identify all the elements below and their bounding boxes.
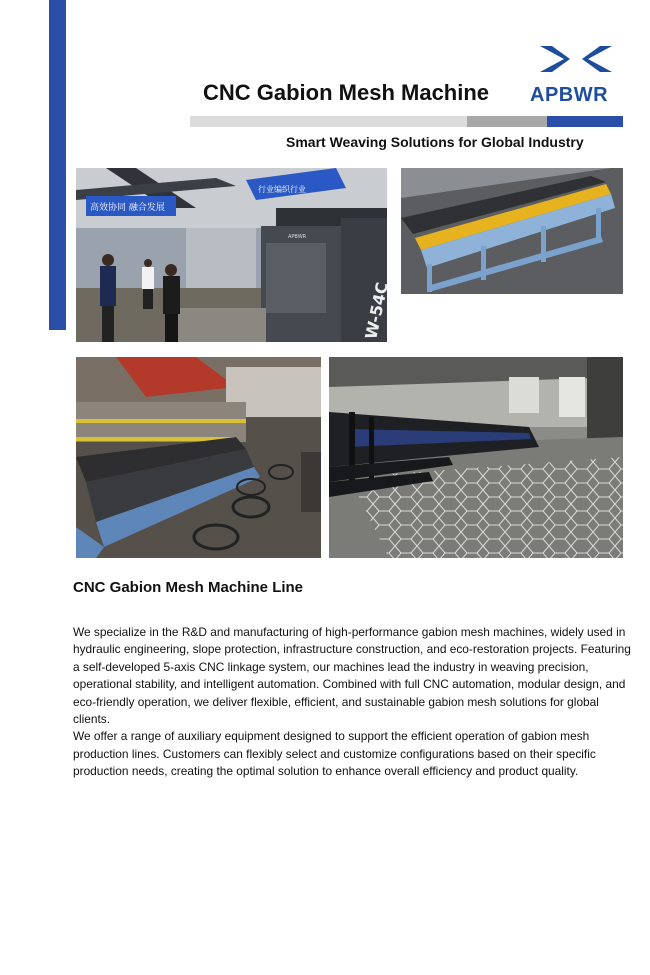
booth-machine-model: W-54C — [361, 280, 392, 341]
page-title: CNC Gabion Mesh Machine — [203, 80, 490, 105]
logo-mark-icon — [538, 44, 614, 74]
booth-banner-left: 高效协同 融合发展 — [90, 203, 165, 213]
section-title: CNC Gabion Mesh Machine Line — [73, 579, 304, 596]
booth-brand-plate: APBWR — [288, 234, 307, 240]
logo-wordmark: APBWR — [530, 84, 609, 106]
body-paragraph-1: We specialize in the R&D and manufacturing of high-performance gabion mesh machines, widely used in hydraulic engineering, slope protection, infrastructure construction, and eco-restoration projects. Featuring a self-developed 5-axis CNC linkage system, our machines lead the industry in weaving precision, operational stability, and intelligent automation. Combined with full CNC automation, modular design, and eco-friendly operation, we deliver flexible, efficient, and sustainable gabion mesh solutions for global clients. — [73, 625, 631, 727]
photo-mesh-production — [329, 357, 623, 558]
page-subtitle: Smart Weaving Solutions for Global Industry — [286, 134, 584, 150]
photo-factory-floor — [76, 357, 321, 558]
booth-banner-top: 行业编织行业 — [258, 185, 306, 194]
header-rule-light — [190, 116, 467, 127]
left-accent-bar — [49, 0, 66, 330]
header-rule-blue — [547, 116, 623, 127]
brand-logo — [530, 44, 622, 108]
header-rule-mid — [467, 116, 547, 127]
photo-machine-yellow-rail — [401, 168, 623, 294]
section-body — [73, 624, 633, 781]
photo-exhibition-booth — [76, 168, 392, 342]
body-paragraph-2: We offer a range of auxiliary equipment designed to support the efficient operation of gabion mesh production lines. Customers can flexibly select and customize configurations based on their specific production needs, creating the optimal solution to enhance overall efficiency and product quality. — [73, 729, 596, 779]
